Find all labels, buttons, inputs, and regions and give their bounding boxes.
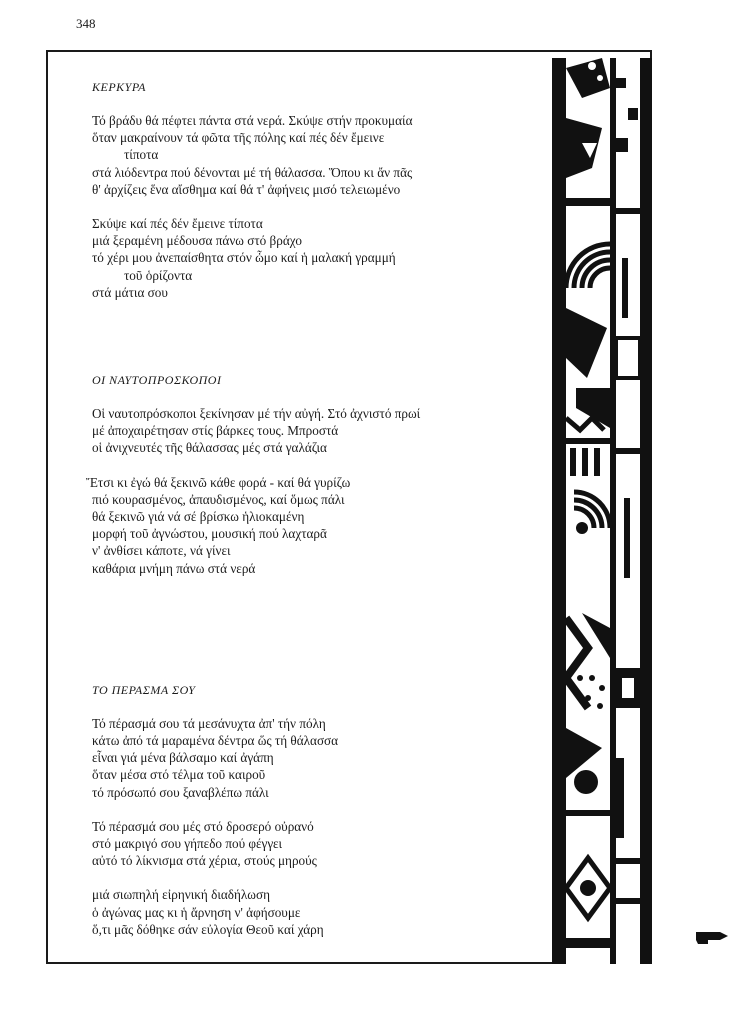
poem-line: κάτω ἀπό τά μαραμένα δέντρα ὥς τή θάλασσα <box>92 733 339 749</box>
poem-column <box>86 80 542 938</box>
poem-line: οἱ ἀνιχνευτές τῆς θάλασσας μές στά γαλάζια <box>92 440 327 456</box>
poem-line: ὅταν μακραίνουν τά φῶτα τῆς πόλης καί πές δέν ἔμεινε <box>92 130 385 146</box>
poem-line: Τό βράδυ θά πέφτει πάντα στά νερά. Σκύψε στήν προκυμαία <box>92 113 413 128</box>
poem-line: στά λιόδεντρα πού δένονται μέ τή θάλασσα. Ὅπου κι ἄν πᾶς <box>92 164 413 180</box>
poem-line: στά μάτια σου <box>92 284 168 300</box>
page-number: 348 <box>76 16 96 31</box>
poem-line: εἶναι γιά μένα βάλσαμο καί ἀγάπη <box>92 750 274 766</box>
poem-line: πιό κουρασμένος, ἀπαυδισμένος, καί ὅμως πάλι <box>92 491 345 507</box>
poem-title: ΤΟ ΠΕΡΑΣΜΑ ΣΟΥ <box>92 682 196 697</box>
poem-line: μιά ξεραμένη μέδουσα πάνω στό βράχο <box>92 233 302 249</box>
poem-line: Σκύψε καί πές δέν ἔμεινε τίποτα <box>92 216 263 232</box>
poem-perasma <box>92 683 542 938</box>
poem-line: τό χέρι μου ἀνεπαίσθητα στόν ὦμο καί ἡ μαλακή γραμμή <box>92 250 396 266</box>
poem-line: μορφή τοῦ ἀγνώστου, μουσική πού λαχταρᾶ <box>92 526 327 542</box>
poem-line: μιά σιωπηλή εἰρηνική διαδήλωση <box>92 887 270 903</box>
poem-line: στό μακριγό σου γήπεδο πού φέγγει <box>92 836 283 852</box>
poem-line: τό πρόσωπό σου ξαναβλέπω πάλι <box>92 784 269 800</box>
pointing-hand-icon <box>694 928 732 946</box>
poem-line: ν' ἀνθίσει κάποτε, νά γίνει <box>92 543 231 559</box>
poem-line: τοῦ ὁρίζοντα <box>124 267 193 283</box>
poem-title: ΚΕΡΚΥΡΑ <box>92 80 146 94</box>
poem-title: ΟΙ ΝΑΥΤΟΠΡΟΣΚΟΠΟΙ <box>92 373 222 388</box>
poem-line: μέ ἀποχαιρέτησαν στίς βάρκες τους. Μπροστά <box>92 423 339 439</box>
poem-line: ὁ ἀγώνας μας κι ἡ ἄρνηση ν' ἀφήσουμε <box>92 904 301 920</box>
poem-line: Οἱ ναυτοπρόσκοποι ξεκίνησαν μέ τήν αὐγή. Στό ἀχνιστό πρωί <box>92 406 421 422</box>
decorative-border-illustration <box>552 58 652 964</box>
poem-line: Ἔτσι κι ἐγώ θά ξεκινῶ κάθε φορά - καί θά γυρίζω <box>86 474 351 490</box>
poem-line: Τό πέρασμά σου μές στό δροσερό οὐρανό <box>92 818 314 834</box>
poem-line: θά ξεκινῶ γιά νά σέ βρίσκω ἡλιοκαμένη <box>92 509 305 525</box>
poem-line: θ' ἀρχίζεις ἕνα αἴσθημα καί θά τ' ἀφήνεις μισό τελειωμένο <box>92 181 401 197</box>
poem-kerkyra <box>92 80 542 301</box>
poem-line: τίποτα <box>124 147 159 163</box>
poem-line: ὅ,τι μᾶς δόθηκε σάν εὐλογία Θεοῦ καί χάρη <box>92 921 324 937</box>
poem-line: ὅταν μέσα στό τέλμα τοῦ καιροῦ <box>92 767 266 783</box>
poem-line: αὐτό τό λίκνισμα στά χέρια, στούς μηρούς <box>92 853 317 869</box>
poem-line: καθάρια μνήμη πάνω στά νερά <box>92 560 256 576</box>
poem-line: Τό πέρασμά σου τά μεσάνυχτα ἀπ' τήν πόλη <box>92 715 326 731</box>
poem-naftoproskopoi <box>86 373 542 577</box>
